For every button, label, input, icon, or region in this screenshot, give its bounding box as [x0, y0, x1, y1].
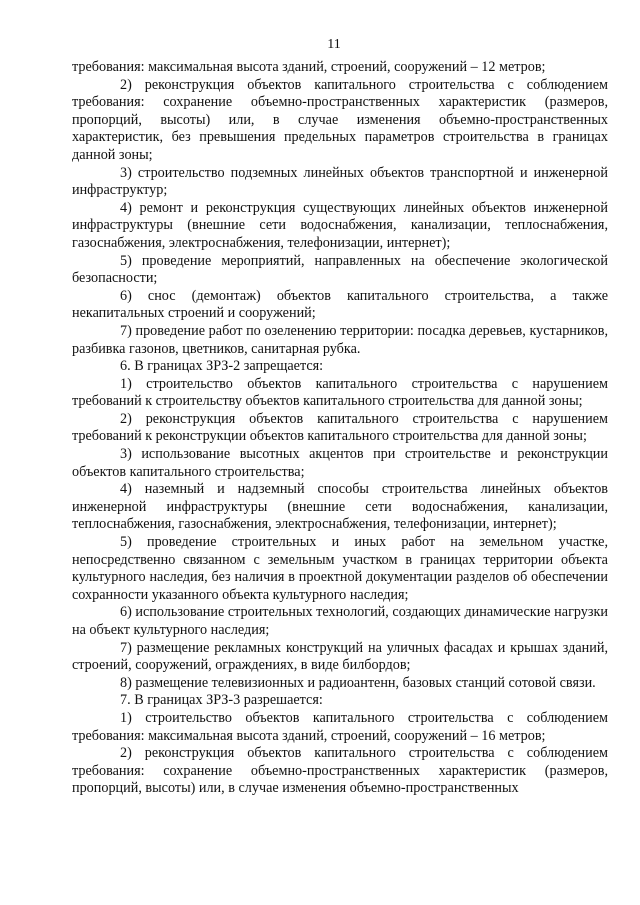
paragraph: 2) реконструкция объектов капитального строительства с нарушением требований к реконструкции объектов капитального строительства для данной зоны; [72, 410, 608, 445]
paragraph: 4) наземный и надземный способы строительства линейных объектов инженерной инфраструктуры (внешние сети водоснабжения, канализации, теплоснабжения, газоснабжения, электроснабжения, телефонизации, интернет); [72, 481, 608, 533]
paragraph: 2) реконструкция объектов капитального строительства с соблюдением требования: сохранение объемно-пространственных характеристик (размеров, пропорций, высоты) или, в случае изменения объемно-пространственных [72, 745, 608, 797]
paragraph: 6) использование строительных технологий, создающих динамические нагрузки на объект культурного наследия; [72, 604, 608, 638]
paragraph: 3) использование высотных акцентов при строительстве и реконструкции объектов капитального строительства; [72, 446, 608, 480]
paragraph: 7) проведение работ по озеленению территории: посадка деревьев, кустарников, разбивка газонов, цветников, санитарная рубка. [72, 322, 608, 357]
paragraph: 4) ремонт и реконструкция существующих линейных объектов инженерной инфраструктуры (внешние сети водоснабжения, канализации, теплоснабжения, газоснабжения, электроснабжения, телефонизации, интернет); [72, 199, 608, 251]
paragraph: 5) проведение мероприятий, направленных на обеспечение экологической безопасности; [72, 252, 608, 287]
page-number: 11 [327, 37, 341, 52]
paragraph: требования: максимальная высота зданий, строений, сооружений – 12 метров; [72, 59, 546, 75]
paragraph: 8) размещение телевизионных и радиоантенн, базовых станций сотовой связи. [120, 674, 596, 691]
paragraph: 2) реконструкция объектов капитального строительства с соблюдением требования: сохранение объемно-пространственных характеристик (размеров, пропорций, высоты) или, в случае изменения объемно-пространственных характеристик, без превышения предельных параметров строительства в границах данной зоны; [72, 76, 608, 163]
paragraph: 7. В границах ЗРЗ-3 разрешается: [120, 692, 323, 709]
paragraph: 1) строительство объектов капитального строительства с нарушением требований к строительству объектов капитального строительства для данной зоны; [72, 375, 608, 410]
paragraph: 1) строительство объектов капитального строительства с соблюдением требования: максимальная высота зданий, строений, сооружений – 16 метров; [72, 709, 608, 744]
body-text [72, 59, 608, 798]
paragraph: 7) размещение рекламных конструкций на уличных фасадах и крышах зданий, строений, сооружений, ограждениях, в виде билбордов; [72, 639, 608, 674]
paragraph: 5) проведение строительных и иных работ на земельном участке, непосредственно связанном с земельным участком в границах территории объекта культурного наследия, без наличия в проектной документации разделов об обеспечении сохранности указанного объекта культурного наследия; [72, 534, 608, 603]
paragraph: 6) снос (демонтаж) объектов капитального строительства, а также некапитальных строений и сооружений; [72, 287, 608, 322]
paragraph: 3) строительство подземных линейных объектов транспортной и инженерной инфраструктур; [72, 164, 608, 199]
paragraph: 6. В границах ЗРЗ-2 запрещается: [120, 358, 324, 375]
